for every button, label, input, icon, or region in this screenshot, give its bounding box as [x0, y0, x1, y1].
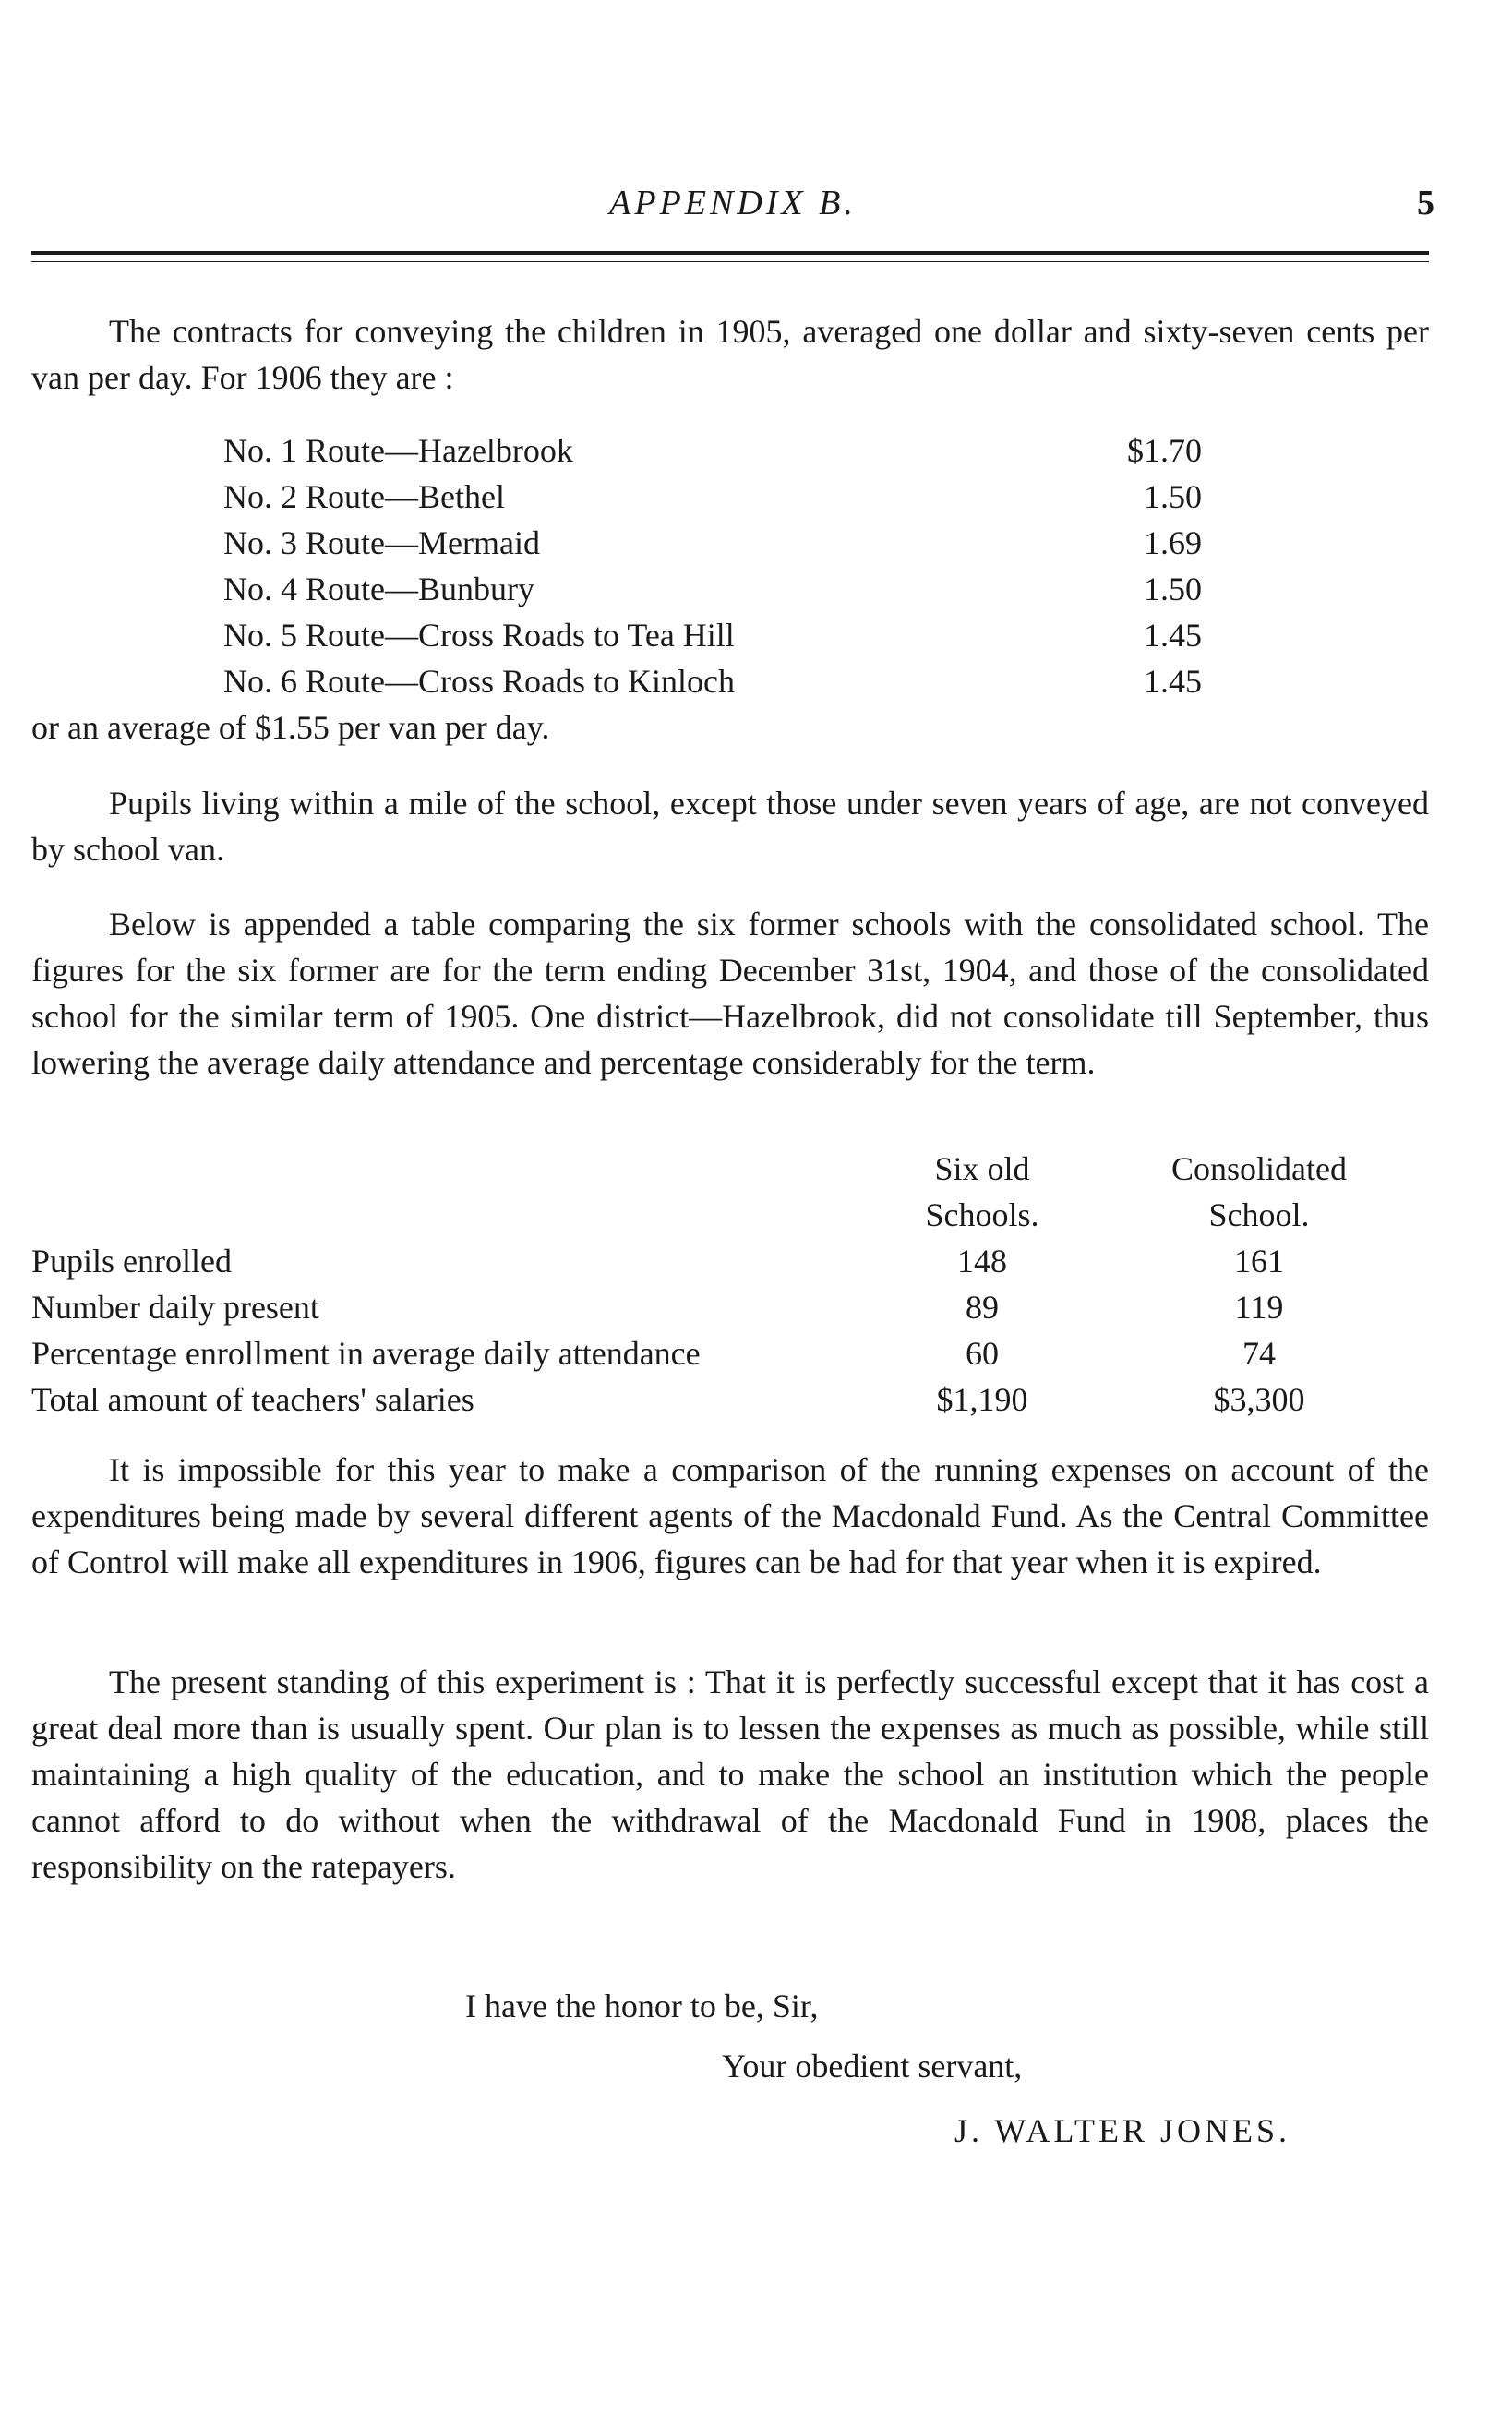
- comparison-header: [31, 1146, 1429, 1238]
- page-number: 5: [1417, 184, 1434, 222]
- route-label: No. 4 Route—Bunbury: [223, 571, 534, 607]
- paragraph-standing: [31, 1659, 1429, 1890]
- row-label: Percentage enrollment in average daily attendance: [31, 1335, 701, 1372]
- table-row: [31, 1284, 1429, 1330]
- route-label: No. 6 Route—Cross Roads to Kinloch: [223, 663, 735, 700]
- paragraph-text: Pupils living within a mile of the school, except those under seven years of age, are not conveyed by school van.: [31, 785, 1429, 868]
- table-row: [31, 1238, 1429, 1284]
- route-row: [223, 520, 1202, 566]
- paragraph-contracts: [31, 308, 1429, 401]
- header-rule-thin: [31, 261, 1429, 262]
- average-line: or an average of $1.55 per van per day.: [31, 709, 550, 746]
- route-label: No. 3 Route—Mermaid: [223, 524, 540, 561]
- comparison-table: [31, 1146, 1429, 1423]
- table-row: [31, 1376, 1429, 1423]
- route-cost: 1.69: [1144, 524, 1202, 561]
- row-label: Total amount of teachers' salaries: [31, 1381, 474, 1418]
- old-value: $1,190: [936, 1381, 1028, 1418]
- paragraph-pupils: [31, 780, 1429, 872]
- running-title: APPENDIX B.: [609, 184, 857, 222]
- route-row: [223, 612, 1202, 658]
- route-cost: 1.45: [1144, 663, 1202, 700]
- paragraph-text: Below is appended a table comparing the six former schools with the consolidated school. The figures for the six former are for the term ending December 31st, 1904, and those of the consolidated school for the similar term of 1905. One district—Hazelbrook, did not consolidate till September, thus lowering the average daily attendance and percentage considerably for the term.: [31, 906, 1429, 1081]
- new-value: 161: [1234, 1243, 1284, 1280]
- route-cost: $1.70: [1127, 432, 1202, 469]
- closing-salutation: I have the honor to be, Sir,: [465, 1988, 819, 2025]
- route-label: No. 5 Route—Cross Roads to Tea Hill: [223, 617, 735, 654]
- route-cost: 1.50: [1144, 571, 1202, 607]
- row-label: Pupils enrolled: [31, 1243, 232, 1280]
- paragraph-text: It is impossible for this year to make a comparison of the running expenses on account of the expenditures being made by several different agents of the Macdonald Fund. As the Central Committee of Control will make all expenditures in 1906, figures can be had for that year when it is expired.: [31, 1451, 1429, 1580]
- route-row: [223, 474, 1202, 520]
- paragraph-text: The contracts for conveying the children in 1905, averaged one dollar and sixty-seven cents per van per day. For 1906 they are :: [31, 313, 1429, 396]
- new-value: $3,300: [1213, 1381, 1305, 1418]
- route-cost-list: [223, 427, 1202, 704]
- old-value: 89: [966, 1289, 999, 1326]
- column-header-old: Six old Schools.: [925, 1150, 1039, 1233]
- route-cost: 1.45: [1144, 617, 1202, 654]
- new-value: 74: [1242, 1335, 1276, 1372]
- row-label: Number daily present: [31, 1289, 319, 1326]
- route-label: No. 1 Route—Hazelbrook: [223, 432, 573, 469]
- page-header: [31, 183, 1434, 234]
- new-value: 119: [1234, 1289, 1284, 1326]
- closing-valediction: Your obedient servant,: [722, 2048, 1023, 2085]
- old-value: 60: [966, 1335, 999, 1372]
- header-rule-thick: [31, 251, 1429, 255]
- paragraph-expenses: [31, 1447, 1429, 1585]
- paragraph-text: The present standing of this experiment is : That it is perfectly successful except that it has cost a great deal more than is usually spent. Our plan is to lessen the expenses as much as possible, while still maintaining a high quality of the education, and to make the school an institution which the people cannot afford to do without when the withdrawal of the Macdonald Fund in 1908, places the responsibility on the ratepayers.: [31, 1664, 1429, 1885]
- route-row: [223, 658, 1202, 704]
- route-row: [223, 566, 1202, 612]
- paragraph-table-intro: [31, 901, 1429, 1086]
- route-label: No. 2 Route—Bethel: [223, 478, 505, 515]
- table-row: [31, 1330, 1429, 1376]
- route-cost: 1.50: [1144, 478, 1202, 515]
- column-header-new: Consolidated School.: [1171, 1150, 1347, 1233]
- old-value: 148: [957, 1243, 1007, 1280]
- signature: J. WALTER JONES.: [954, 2112, 1291, 2149]
- route-row: [223, 427, 1202, 474]
